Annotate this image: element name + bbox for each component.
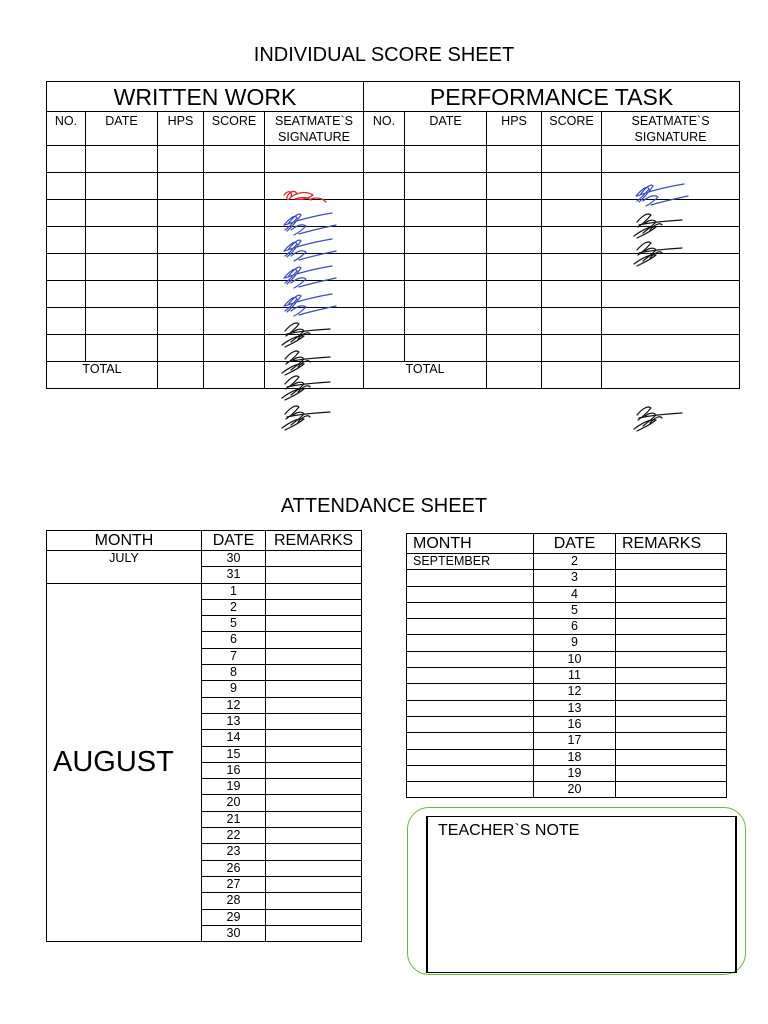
ww-no-cell[interactable] (47, 281, 86, 308)
ww-score-cell[interactable] (204, 281, 265, 308)
month-cell (407, 619, 534, 635)
attendance-row (407, 586, 727, 602)
date-cell: 26 (202, 860, 266, 876)
pt-score-cell[interactable] (542, 254, 602, 281)
score-row (47, 227, 740, 254)
remarks-cell[interactable] (266, 648, 362, 664)
month-cell (407, 716, 534, 732)
remarks-cell[interactable] (616, 570, 727, 586)
pt-no-cell[interactable] (364, 173, 405, 200)
pt-signature-cell[interactable] (602, 254, 740, 281)
ww-hps-cell[interactable] (158, 308, 204, 335)
remarks-cell[interactable] (266, 860, 362, 876)
pt-col-hps: HPS (487, 112, 542, 146)
ww-date-cell[interactable] (86, 335, 158, 362)
attendance-row (407, 700, 727, 716)
pt-date-cell[interactable] (405, 254, 487, 281)
attendance-row (407, 716, 727, 732)
pt-total-signature[interactable] (602, 362, 740, 389)
pt-total-hps[interactable] (487, 362, 542, 389)
date-cell: 4 (534, 586, 616, 602)
remarks-cell[interactable] (616, 700, 727, 716)
ww-score-cell[interactable] (204, 146, 265, 173)
ww-hps-cell[interactable] (158, 335, 204, 362)
ww-score-cell[interactable] (204, 173, 265, 200)
remarks-cell[interactable] (266, 632, 362, 648)
month-cell (407, 602, 534, 618)
date-cell: 23 (202, 844, 266, 860)
remarks-cell[interactable] (266, 599, 362, 615)
pt-col-signature: SEATMATE`S SIGNATURE (602, 112, 740, 146)
remarks-cell[interactable] (266, 893, 362, 909)
score-row (47, 281, 740, 308)
pt-hps-cell[interactable] (487, 308, 542, 335)
date-cell: 14 (202, 730, 266, 746)
score-row (47, 308, 740, 335)
score-row (47, 173, 740, 200)
attendance-row (407, 570, 727, 586)
pt-date-cell[interactable] (405, 200, 487, 227)
remarks-header: REMARKS (266, 531, 362, 551)
ww-signature-cell[interactable] (265, 254, 364, 281)
ww-date-cell[interactable] (86, 173, 158, 200)
month-july: JULY (47, 551, 202, 584)
pt-date-cell[interactable] (405, 335, 487, 362)
date-cell: 13 (202, 713, 266, 729)
pt-hps-cell[interactable] (487, 335, 542, 362)
remarks-cell[interactable] (616, 765, 727, 781)
month-cell (407, 570, 534, 586)
ww-col-no: NO. (47, 112, 86, 146)
month-cell (407, 782, 534, 798)
remarks-cell[interactable] (266, 925, 362, 941)
remarks-cell[interactable] (266, 746, 362, 762)
date-cell: 12 (202, 697, 266, 713)
pt-signature-cell[interactable] (602, 146, 740, 173)
remarks-cell[interactable] (266, 681, 362, 697)
remarks-cell[interactable] (266, 730, 362, 746)
pt-col-score: SCORE (542, 112, 602, 146)
ww-date-cell[interactable] (86, 254, 158, 281)
attendance-row (407, 684, 727, 700)
month-cell (407, 651, 534, 667)
ww-hps-cell[interactable] (158, 281, 204, 308)
remarks-cell[interactable] (616, 716, 727, 732)
attendance-row (407, 782, 727, 798)
score-row (47, 146, 740, 173)
remarks-cell[interactable] (616, 749, 727, 765)
ww-no-cell[interactable] (47, 146, 86, 173)
remarks-cell[interactable] (266, 762, 362, 778)
date-cell: 19 (202, 779, 266, 795)
ww-hps-cell[interactable] (158, 227, 204, 254)
ww-no-cell[interactable] (47, 227, 86, 254)
pt-score-cell[interactable] (542, 173, 602, 200)
ww-date-cell[interactable] (86, 146, 158, 173)
ww-signature-cell[interactable] (265, 173, 364, 200)
month-cell (407, 733, 534, 749)
date-cell: 16 (202, 762, 266, 778)
remarks-cell[interactable] (266, 795, 362, 811)
pt-total-label: TOTAL (364, 362, 487, 389)
remarks-cell[interactable] (266, 876, 362, 892)
pt-signature-cell[interactable] (602, 227, 740, 254)
date-cell: 18 (534, 749, 616, 765)
remarks-cell[interactable] (266, 665, 362, 681)
date-cell: 21 (202, 811, 266, 827)
remarks-cell[interactable] (266, 567, 362, 583)
remarks-cell[interactable] (266, 828, 362, 844)
teacher-note-label: TEACHER`S NOTE (438, 822, 580, 839)
pt-col-no: NO. (364, 112, 405, 146)
month-cell (407, 765, 534, 781)
pt-score-cell[interactable] (542, 200, 602, 227)
ww-signature-cell[interactable] (265, 335, 364, 362)
date-header: DATE (534, 534, 616, 554)
ww-date-cell[interactable] (86, 200, 158, 227)
date-cell: 30 (202, 551, 266, 567)
date-cell: 30 (202, 925, 266, 941)
attendance-title: ATTENDANCE SHEET (280, 495, 488, 517)
pt-no-cell[interactable] (364, 146, 405, 173)
ww-score-cell[interactable] (204, 254, 265, 281)
ww-score-cell[interactable] (204, 200, 265, 227)
attendance-row (407, 554, 727, 570)
score-row (47, 200, 740, 227)
remarks-cell[interactable] (266, 779, 362, 795)
ww-col-signature: SEATMATE`S SIGNATURE (265, 112, 364, 146)
remarks-cell[interactable] (266, 811, 362, 827)
pt-score-cell[interactable] (542, 281, 602, 308)
ww-no-cell[interactable] (47, 254, 86, 281)
date-cell: 9 (202, 681, 266, 697)
teacher-note-box[interactable] (426, 816, 737, 973)
attendance-row (47, 583, 362, 599)
score-table (46, 81, 740, 389)
pt-score-cell[interactable] (542, 335, 602, 362)
ww-col-hps: HPS (158, 112, 204, 146)
ww-no-cell[interactable] (47, 308, 86, 335)
remarks-header: REMARKS (616, 534, 727, 554)
month-cell (407, 635, 534, 651)
date-cell: 27 (202, 876, 266, 892)
pt-no-cell[interactable] (364, 227, 405, 254)
remarks-cell[interactable] (616, 554, 727, 570)
remarks-cell[interactable] (616, 619, 727, 635)
pt-signature-cell[interactable] (602, 200, 740, 227)
month-august: AUGUST (47, 583, 202, 942)
ww-total-signature[interactable] (265, 362, 364, 389)
pt-hps-cell[interactable] (487, 281, 542, 308)
date-cell: 7 (202, 648, 266, 664)
remarks-cell[interactable] (616, 782, 727, 798)
ww-score-cell[interactable] (204, 335, 265, 362)
ww-signature-cell[interactable] (265, 200, 364, 227)
date-cell: 19 (534, 765, 616, 781)
month-cell (407, 586, 534, 602)
ww-no-cell[interactable] (47, 200, 86, 227)
date-cell: 17 (534, 733, 616, 749)
month-header: MONTH (407, 534, 534, 554)
remarks-cell[interactable] (266, 909, 362, 925)
ww-total-score[interactable] (204, 362, 265, 389)
remarks-cell[interactable] (616, 651, 727, 667)
ww-signature-cell[interactable] (265, 308, 364, 335)
ww-score-cell[interactable] (204, 308, 265, 335)
remarks-cell[interactable] (266, 583, 362, 599)
ww-hps-cell[interactable] (158, 146, 204, 173)
attendance-table-left (46, 530, 362, 942)
performance-task-header: PERFORMANCE TASK (364, 82, 740, 112)
date-cell: 8 (202, 665, 266, 681)
month-cell (407, 668, 534, 684)
date-cell: 22 (202, 828, 266, 844)
pt-no-cell[interactable] (364, 281, 405, 308)
pt-date-cell[interactable] (405, 308, 487, 335)
pt-col-date: DATE (405, 112, 487, 146)
ww-no-cell[interactable] (47, 173, 86, 200)
remarks-cell[interactable] (266, 697, 362, 713)
remarks-cell[interactable] (266, 616, 362, 632)
ww-signature-cell[interactable] (265, 146, 364, 173)
score-row (47, 335, 740, 362)
remarks-cell[interactable] (616, 684, 727, 700)
remarks-cell[interactable] (266, 551, 362, 567)
date-header: DATE (202, 531, 266, 551)
pt-date-cell[interactable] (405, 173, 487, 200)
pt-no-cell[interactable] (364, 254, 405, 281)
ww-signature-cell[interactable] (265, 227, 364, 254)
month-header: MONTH (47, 531, 202, 551)
attendance-row (47, 551, 362, 567)
pt-hps-cell[interactable] (487, 173, 542, 200)
ww-total-label: TOTAL (47, 362, 158, 389)
date-cell: 12 (534, 684, 616, 700)
remarks-cell[interactable] (616, 733, 727, 749)
date-cell: 31 (202, 567, 266, 583)
pt-hps-cell[interactable] (487, 254, 542, 281)
remarks-cell[interactable] (616, 668, 727, 684)
pt-no-cell[interactable] (364, 200, 405, 227)
date-cell: 11 (534, 668, 616, 684)
attendance-row (407, 602, 727, 618)
date-cell: 15 (202, 746, 266, 762)
remarks-cell[interactable] (266, 713, 362, 729)
date-cell: 20 (534, 782, 616, 798)
month-september: SEPTEMBER (407, 554, 534, 570)
date-cell: 29 (202, 909, 266, 925)
score-sheet-title: INDIVIDUAL SCORE SHEET (253, 44, 515, 66)
remarks-cell[interactable] (266, 844, 362, 860)
ww-col-score: SCORE (204, 112, 265, 146)
attendance-row (407, 765, 727, 781)
date-cell: 5 (202, 616, 266, 632)
attendance-row (407, 668, 727, 684)
attendance-row (407, 733, 727, 749)
month-cell (407, 749, 534, 765)
pt-total-score[interactable] (542, 362, 602, 389)
ww-score-cell[interactable] (204, 227, 265, 254)
pt-date-cell[interactable] (405, 281, 487, 308)
date-cell: 1 (202, 583, 266, 599)
attendance-row (407, 651, 727, 667)
date-cell: 20 (202, 795, 266, 811)
ww-date-cell[interactable] (86, 308, 158, 335)
remarks-cell[interactable] (616, 602, 727, 618)
ww-hps-cell[interactable] (158, 173, 204, 200)
ww-signature-cell[interactable] (265, 281, 364, 308)
pt-hps-cell[interactable] (487, 227, 542, 254)
pt-score-cell[interactable] (542, 227, 602, 254)
pt-hps-cell[interactable] (487, 200, 542, 227)
pt-signature-cell[interactable] (602, 308, 740, 335)
pt-signature-cell[interactable] (602, 173, 740, 200)
attendance-table-right (406, 533, 727, 798)
remarks-cell[interactable] (616, 635, 727, 651)
pt-no-cell[interactable] (364, 335, 405, 362)
date-cell: 9 (534, 635, 616, 651)
date-cell: 2 (534, 554, 616, 570)
ww-date-cell[interactable] (86, 227, 158, 254)
written-work-header: WRITTEN WORK (47, 82, 364, 112)
ww-hps-cell[interactable] (158, 254, 204, 281)
date-cell: 28 (202, 893, 266, 909)
attendance-row (407, 619, 727, 635)
ww-hps-cell[interactable] (158, 200, 204, 227)
attendance-row (407, 635, 727, 651)
pt-signature-cell[interactable] (602, 335, 740, 362)
date-cell: 13 (534, 700, 616, 716)
pt-score-cell[interactable] (542, 308, 602, 335)
remarks-cell[interactable] (616, 586, 727, 602)
pt-score-cell[interactable] (542, 146, 602, 173)
attendance-row (407, 749, 727, 765)
pt-no-cell[interactable] (364, 308, 405, 335)
date-cell: 6 (202, 632, 266, 648)
date-cell: 2 (202, 599, 266, 615)
ww-col-date: DATE (86, 112, 158, 146)
date-cell: 3 (534, 570, 616, 586)
month-cell (407, 684, 534, 700)
pt-date-cell[interactable] (405, 146, 487, 173)
date-cell: 6 (534, 619, 616, 635)
score-row (47, 254, 740, 281)
month-cell (407, 700, 534, 716)
pt-signature-cell[interactable] (602, 281, 740, 308)
ww-no-cell[interactable] (47, 335, 86, 362)
date-cell: 10 (534, 651, 616, 667)
date-cell: 5 (534, 602, 616, 618)
ww-total-hps[interactable] (158, 362, 204, 389)
pt-hps-cell[interactable] (487, 146, 542, 173)
pt-date-cell[interactable] (405, 227, 487, 254)
ww-date-cell[interactable] (86, 281, 158, 308)
date-cell: 16 (534, 716, 616, 732)
